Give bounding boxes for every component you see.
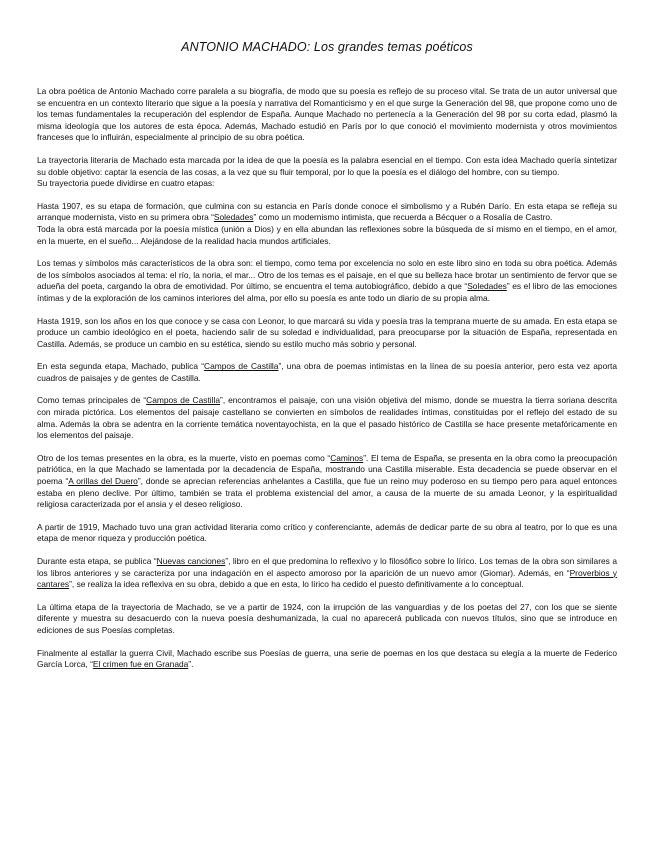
paragraph-text: ”. El tema de España, se presenta en la obra como la preocupación patriótica, en la que Machado se lamentada por la decadencia de España, mostrando una Castilla miserable. Esta decadencia se puede observar en el poema “ (37, 452, 617, 487)
document-title: ANTONIO MACHADO: Los grandes temas poéticos (181, 40, 473, 54)
paragraph-text: Toda la obra está marcada por la poesía mística (unión a Dios) y en ella abundan las reflexiones sobre la búsqueda de sí mismo en el tiempo, en el amor, en la muerte, en el sueño... Alejándose de la realidad hacia mundos artificiales. (37, 223, 617, 246)
work-title-link[interactable]: Soledades (467, 281, 507, 292)
paragraph-intro (37, 86, 617, 144)
paragraph-text: En esta segunda etapa, Machado, publica “ (37, 361, 205, 372)
paragraph-text: La trayectoria literaria de Machado esta marcada por la idea de que la poesía es la palabra esencial en el tiempo. Con esta idea Machado quería sintetizar su doble objetivo: captar la esencia de las cosas, a la vez que su fluir temporal, por lo que la poesía es el diálogo del hombre, con su tiempo. (37, 154, 617, 177)
paragraph-text: ” como un modernismo intimista, que recuerda a Bécquer o a Rosalía de Castro. (253, 212, 553, 223)
paragraph-text: Finalmente al estallar la guerra Civil, Machado escribe sus Poesías de guerra, una serie de poemas en los que destaca su elegía a la muerte de Federico García Lorca, “ (37, 647, 617, 670)
paragraph-temas-soledades (37, 258, 617, 304)
work-title-link[interactable]: El crimen fue en Granada (92, 659, 189, 670)
paragraph-text: ”. (188, 659, 194, 670)
work-title-link[interactable]: Nuevas canciones (156, 556, 226, 566)
paragraph-muerte-espana (37, 453, 617, 511)
paragraph-text: La última etapa de la trayectoria de Machado, se ve a partir de 1924, con la irrupción de las vanguardias y de los poetas del 27, con los que se siente diferente y muestra su desacuerdo con la nueva poesía deshumanizada, la cual no aparecerá publicada con nuevos títulos, sino que se introduce en ediciones de sus Poesías completas. (37, 601, 617, 635)
paragraph-text: Su trayectoria puede dividirse en cuatro etapas: (37, 178, 215, 189)
paragraph-ultima-etapa (37, 602, 617, 637)
paragraph-temas-campos (37, 395, 617, 441)
paragraph-segunda-etapa (37, 361, 617, 384)
paragraph-text: ”, una obra de poemas intimistas en la línea de su poesía anterior, pero esta vez aporta cuadros de paisajes y de gentes de Castilla. (37, 361, 618, 383)
paragraph-nuevas-canciones (37, 556, 617, 591)
paragraph-mistica (37, 224, 617, 247)
work-title-link[interactable]: Soledades (213, 212, 254, 223)
paragraph-text: Los temas y símbolos más característicos de la obra son: el tiempo, como tema por excelencia no solo en este libro sino en toda su obra poética. Además de los símbolos asociados al tema: el río, la noria, el mar... Otro de los temas es el paisaje, en el que su belleza hace brotar un sentimiento de fervor que se adueña del poeta, cargando la obra de emotividad. Por último, se encuentra el tema autobiográfico, debido a que “ (37, 258, 617, 292)
paragraph-text: A partir de 1919, Machado tuvo una gran actividad literaria como crítico y conferenciante, además de dedicar parte de su obra al teatro, por lo que es una etapa de menor riqueza y producción poética. (37, 521, 617, 544)
paragraph-text: ”, libro en el que predomina lo reflexivo y lo filosófico sobre lo lírico. Los temas de la obra son similares a los libros anteriores y se caracteriza por una indagación en el aspecto amoroso por la aparición de un nuevo amor (Giomar). Además, en “ (37, 556, 618, 578)
paragraph-etapas (37, 178, 617, 190)
work-title-link[interactable]: Campos de Castilla (146, 395, 221, 406)
paragraph-trayectoria (37, 155, 617, 178)
paragraph-text: ”, se realiza la idea reflexiva en su obra, debido a que en esta, lo lírico ha cedido el puesto definitivamente a lo conceptual. (69, 579, 524, 590)
work-title-link[interactable]: Campos de Castilla (204, 361, 279, 372)
paragraph-etapa-critico (37, 522, 617, 545)
paragraph-guerra-civil (37, 648, 617, 671)
paragraph-text: Durante esta etapa, se publica “ (37, 556, 157, 566)
paragraph-text: Hasta 1919, son los años en los que conoce y se casa con Leonor, lo que marcará su vida y poesía tras la temprana muerte de su amada. En esta etapa se produce un cambio ideológico en el poeta, haciendo salir de su soledad e individualidad, para preocuparse por la situación de España, representada en Castilla. Además, se produce un cambio en su estética, siendo su estilo mucho más sobrio y personal. (37, 315, 617, 349)
paragraph-text: ”, donde se aprecian referencias anhelantes a Castilla, que fue un reino muy poderoso en su tiempo pero para aquel entonces estaba en pleno declive. Por último, también se trata el problema existencial del amor, a causa de la muerte de su amada Leonor, y la espiritualidad religiosa caracterizada por el ansia y el deseo religioso. (37, 476, 617, 510)
paragraph-text: Hasta 1907, es su etapa de formación, que culmina con su estancia en París donde conoce el simbolismo y a Rubén Darío. En esta etapa se refleja su arranque modernista, visto en su primera obra “ (37, 200, 617, 223)
work-title-link[interactable]: A orillas del Duero (68, 476, 138, 487)
paragraph-text: Otro de los temas presentes en la obra, es la muerte, visto en poemas como “ (37, 452, 331, 463)
paragraph-text: ” es el libro de las emociones íntimas y de la exploración de los caminos interiores del alma, por ello su poesía es ante todo un diario de su propia alma. (37, 281, 617, 303)
work-title-link[interactable]: Proverbios y cantares (37, 567, 617, 590)
paragraph-text: La obra poética de Antonio Machado corre paralela a su biografía, de modo que su poesía es reflejo de su proceso vital. Se trata de un autor universal que se encuentra en un contexto literario que sigue a la poesía y narrativa del Romanticismo y en el que surge la Generación del 98, que propone como uno de los temas fundamentales la recuperación del esplendor de España. Aunque Machado no pertenecía a la Generación del 98 por su corta edad, plasmó la misma ideología que los autores de esta época. Además, Machado estudió en París por lo que conoció el movimiento modernista y otros movimientos franceses que lo influirán, especialmente al principio de su obra poética. (37, 86, 617, 143)
work-title-link[interactable]: Caminos (330, 452, 364, 463)
paragraph-etapa-1907 (37, 201, 617, 224)
paragraph-text: ”, encontramos el paisaje, con una visión objetiva del mismo, donde se muestra la tierra soriana descrita con mirada pictórica. Los elementos del paisaje castellano se convierten en símbolos de realidades íntimas, constituidas por el reflejo del estado de su alma. Además la obra se adentra en la corriente temática noventayochista, en la que el pasado histórico de Castilla se hace presente metafóricamente en los elementos del paisaje. (37, 395, 618, 441)
paragraph-text: Como temas principales de “ (37, 395, 147, 406)
paragraph-etapa-1919 (37, 316, 617, 351)
